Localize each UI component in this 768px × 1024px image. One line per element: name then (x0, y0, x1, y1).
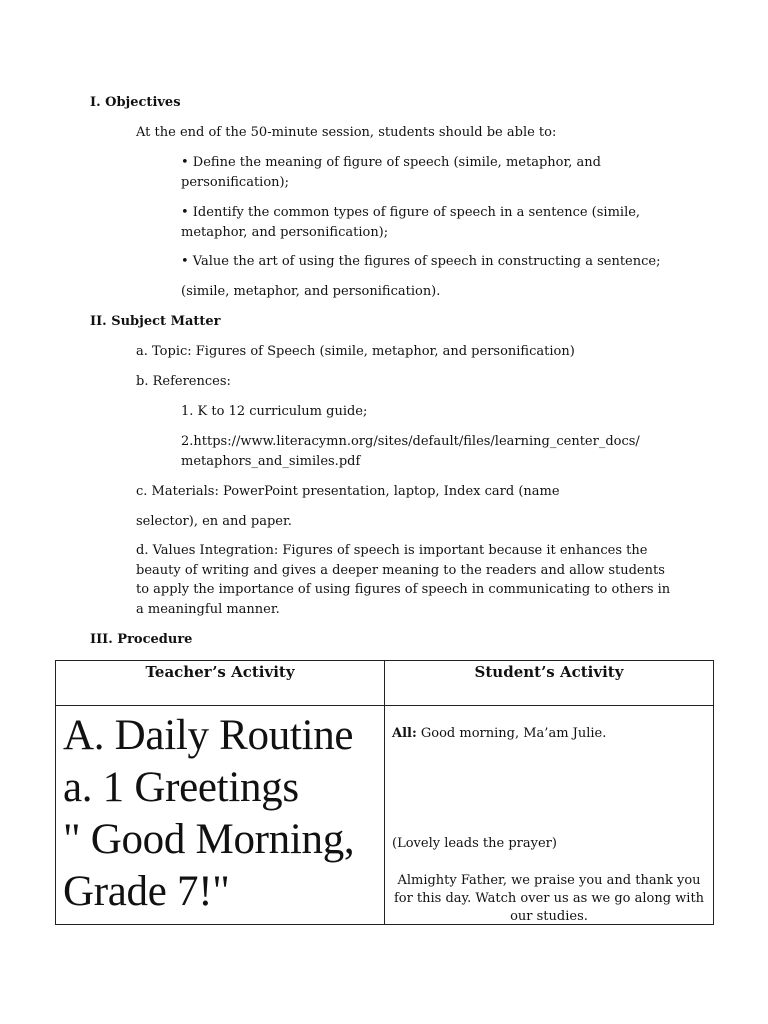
student-all-response (392, 724, 705, 744)
procedure-table (55, 660, 714, 925)
student-activity-header: Student’s Activity (385, 661, 714, 706)
objective-continuation: (simile, metaphor, and personification). (181, 284, 441, 299)
objective-bullet-2: • Identify the common types of figure of speech in a sentence (simile, metaphor, and personification); (181, 205, 641, 240)
prayer-lead: (Lovely leads the prayer) (392, 836, 557, 851)
procedure-heading: III. Procedure (90, 632, 193, 647)
all-text: Good morning, Ma’am Julie. (416, 726, 607, 741)
teacher-line-4: Grade 7!" (63, 868, 230, 915)
topic-line: a. Topic: Figures of Speech (simile, metaphor, and personification) (136, 344, 575, 359)
materials-line-2: selector), en and paper. (136, 514, 292, 529)
student-activity-cell (385, 706, 714, 925)
teacher-line-2: a. 1 Greetings (63, 764, 299, 811)
table-row (56, 706, 714, 925)
references-label: b. References: (136, 374, 231, 389)
materials-line-1: c. Materials: PowerPoint presentation, laptop, Index card (name (136, 484, 560, 499)
teacher-activity-cell (56, 706, 385, 925)
subject-matter-heading: II. Subject Matter (90, 314, 221, 329)
objective-bullet-1: • Define the meaning of figure of speech (simile, metaphor, and personification); (181, 155, 601, 190)
prayer-text: Almighty Father, we praise you and thank you for this day. Watch over us as we go along with our studies. (393, 873, 705, 924)
teacher-activity-header: Teacher’s Activity (56, 661, 385, 706)
objective-bullet-3: • Value the art of using the figures of speech in constructing a sentence; (181, 254, 661, 269)
table-header-row (56, 661, 714, 706)
teacher-line-1: A. Daily Routine (63, 712, 354, 759)
objectives-intro: At the end of the 50-minute session, students should be able to: (136, 125, 557, 140)
reference-1: 1. K to 12 curriculum guide; (181, 404, 368, 419)
reference-2-line-1: 2.https://www.literacymn.org/sites/default/files/learning_center_docs/ (181, 434, 640, 449)
all-label: All: (392, 726, 417, 741)
values-integration: d. Values Integration: Figures of speech is important because it enhances the beauty of writing and gives a deeper meaning to the readers and allow students to apply the importance of using figures of speech in communicating to others in a meaningful manner. (136, 543, 671, 617)
reference-2-line-2: metaphors_and_similes.pdf (181, 454, 361, 469)
objectives-heading: I. Objectives (90, 95, 181, 110)
teacher-line-3: " Good Morning, (63, 816, 355, 863)
